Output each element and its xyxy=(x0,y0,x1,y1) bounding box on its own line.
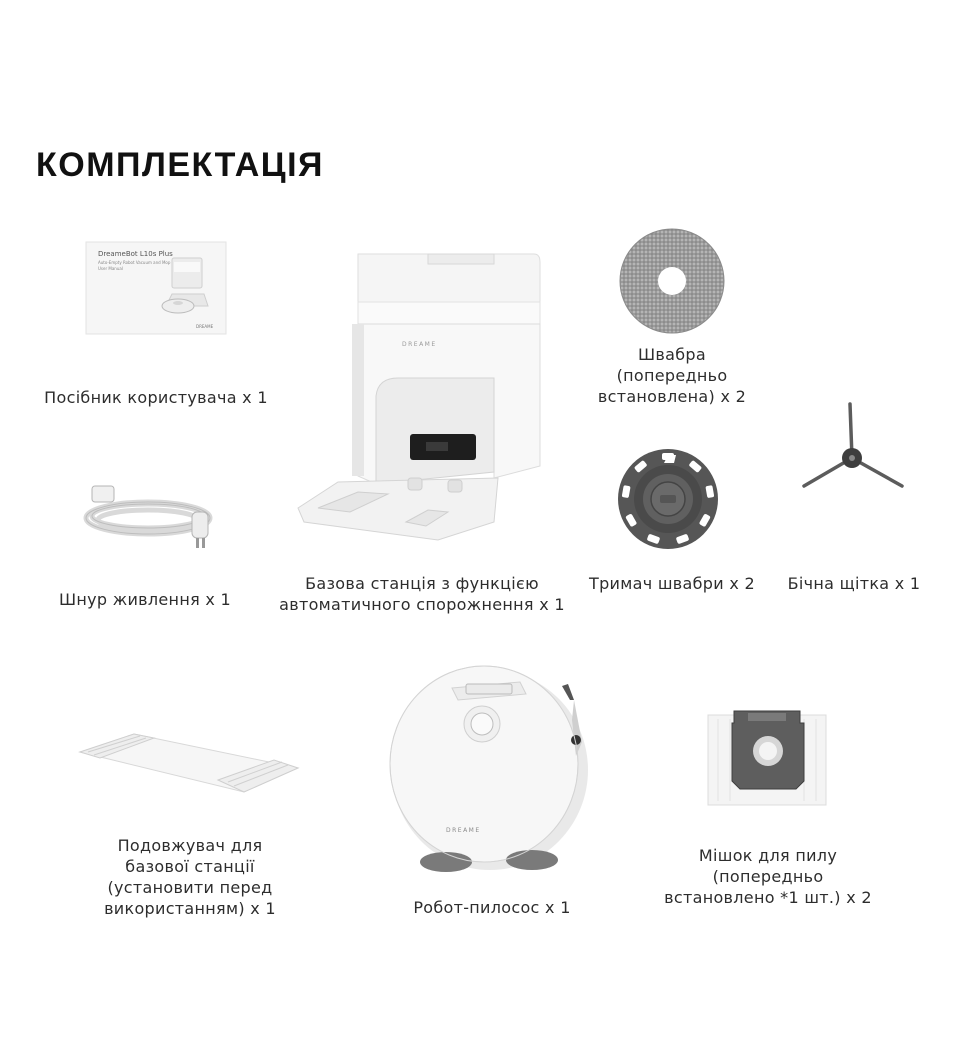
manual-cover-brand: DreameBot L10s Plus xyxy=(98,250,173,258)
mop-label: Швабра (попередньо встановлена) x 2 xyxy=(597,345,747,406)
side-brush-label: Бічна щітка x 1 xyxy=(787,574,921,593)
manual-cover-subtitle2: User Manual xyxy=(98,266,123,271)
robot-vacuum-label: Робот-пилосос x 1 xyxy=(413,898,571,917)
power-cord-image xyxy=(78,482,218,562)
mop-image xyxy=(617,227,727,335)
mop-holder-label: Тримач швабри x 2 xyxy=(589,574,755,593)
manual-cover-logo: DREAME xyxy=(196,324,214,329)
base-station-logo: DREAME xyxy=(402,341,437,348)
extension-label: Подовжувач для базової станції (установити перед використанням) x 1 xyxy=(104,836,276,918)
user-manual-image xyxy=(86,242,226,338)
manual-cover-subtitle: Auto-Empty Robot Vacuum and Mop xyxy=(98,260,171,265)
side-brush-image xyxy=(798,400,908,492)
dust-bag-label: Мішок для пилу (попередньо встановлено *1 шт.) x 2 xyxy=(664,846,872,907)
base-station-image xyxy=(298,246,544,542)
robot-vacuum-image xyxy=(386,660,592,874)
mop-holder-image xyxy=(616,447,720,551)
extension-image xyxy=(78,730,300,796)
robot-vacuum-logo: DREAME xyxy=(446,827,481,834)
power-cord-label: Шнур живлення x 1 xyxy=(58,590,232,609)
base-station-label: Базова станція з функцією автоматичного спорожнення x 1 xyxy=(279,574,565,614)
dust-bag-image xyxy=(708,711,828,807)
page-title: КОМПЛЕКТАЦІЯ xyxy=(36,146,324,184)
user-manual-label: Посібник користувача x 1 xyxy=(44,388,268,407)
